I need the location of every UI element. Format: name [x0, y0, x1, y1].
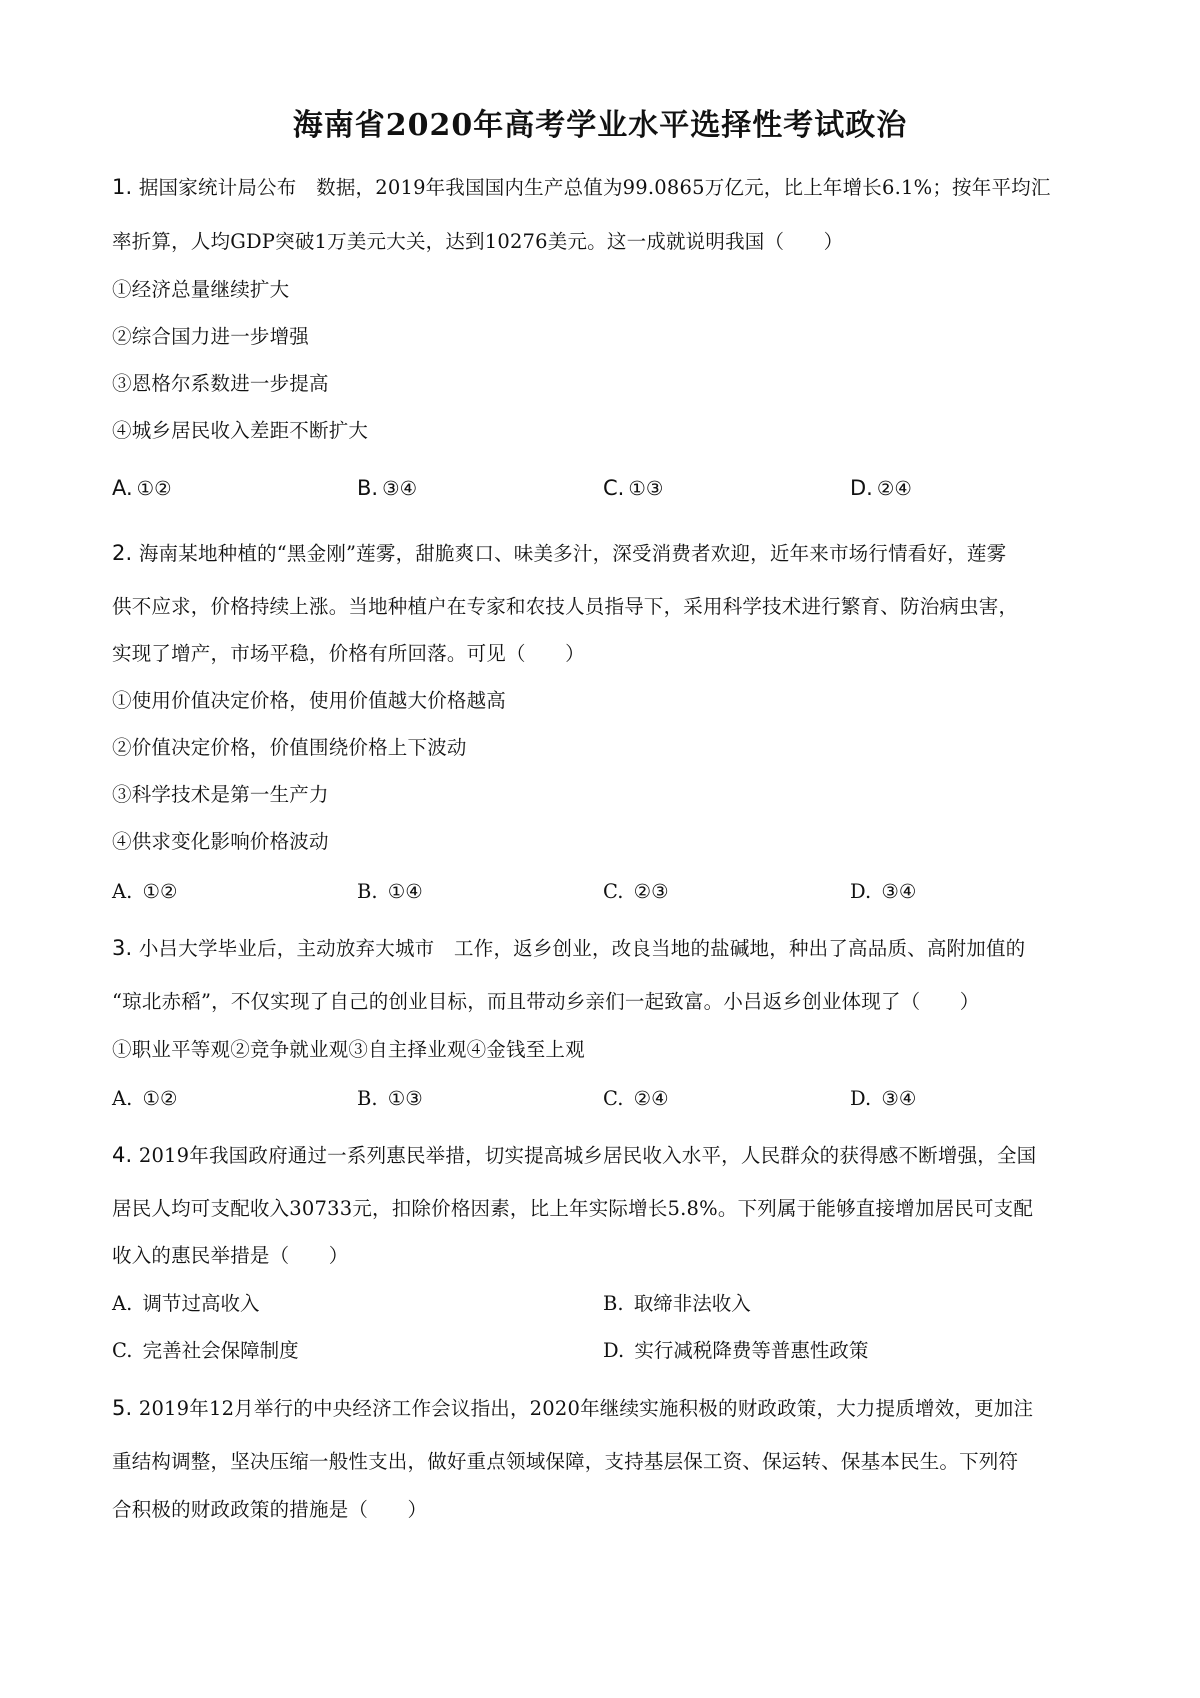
q2-number: 2.: [112, 541, 133, 565]
q5-stem-line-2: 重结构调整，坚决压缩一般性支出，做好重点领域保障，支持基层保工资、保运转、保基本民生。下列符: [112, 1450, 1019, 1473]
q4-stem-line-3: 收入的惠民举措是（ ）: [112, 1244, 349, 1267]
q4-option-b: B. 取缔非法收入: [603, 1292, 751, 1315]
q2-item-4: ④供求变化影响价格波动: [112, 830, 329, 853]
q1-option-c: C. ①③: [603, 476, 664, 500]
q3-option-a: A. ①②: [112, 1087, 178, 1110]
q1-option-b: B. ③④: [357, 476, 418, 500]
q3-line-1: [112, 935, 1025, 962]
q3-stem-line-2: “琼北赤稻”，不仅实现了自己的创业目标，而且带动乡亲们一起致富。小吕返乡创业体现了（ ）: [112, 990, 980, 1013]
q5-stem-line-1: 2019年12月举行的中央经济工作会议指出，2020年继续实施积极的财政政策，大力提质增效，更加注: [138, 1397, 1034, 1420]
q2-stem-line-3: 实现了增产，市场平稳，价格有所回落。可见（ ）: [112, 642, 585, 665]
q2-line-1: [112, 540, 1006, 567]
q2-option-a: A. ①②: [112, 880, 178, 903]
q1-stem-line-2: 率折算，人均GDP突破1万美元大关，达到10276美元。这一成就说明我国（ ）: [112, 230, 844, 253]
q4-stem-line-2: 居民人均可支配收入30733元，扣除价格因素，比上年实际增长5.8%。下列属于能够直接增加居民可支配: [112, 1197, 1034, 1220]
q2-option-c: C. ②③: [603, 880, 669, 903]
q1-line-1: [112, 174, 1051, 201]
q4-line-1: [112, 1142, 1036, 1169]
q3-option-d: D. ③④: [850, 1087, 917, 1110]
q4-number: 4.: [112, 1143, 133, 1167]
q4-option-c: C. 完善社会保障制度: [112, 1339, 299, 1362]
q2-item-2: ②价值决定价格，价值围绕价格上下波动: [112, 736, 467, 759]
q1-option-d: D. ②④: [850, 476, 912, 500]
q2-option-b: B. ①④: [357, 880, 423, 903]
q3-stem-line-1: 小吕大学毕业后，主动放弃大城市 工作，返乡创业，改良当地的盐碱地，种出了高品质、高附加值的: [138, 937, 1026, 960]
q1-stem-line-1: 据国家统计局公布 数据，2019年我国国内生产总值为99.0865万亿元，比上年增长6.1%；按年平均汇: [138, 176, 1051, 199]
q5-line-1: [112, 1395, 1033, 1422]
q2-stem-line-2: 供不应求，价格持续上涨。当地种植户在专家和农技人员指导下，采用科学技术进行繁育、防治病虫害，: [112, 595, 1019, 618]
q4-option-d: D. 实行减税降费等普惠性政策: [603, 1339, 869, 1362]
q5-number: 5.: [112, 1396, 133, 1420]
q1-item-4: ④城乡居民收入差距不断扩大: [112, 419, 369, 442]
q2-option-d: D. ③④: [850, 880, 917, 903]
q3-option-b: B. ①③: [357, 1087, 423, 1110]
q1-number: 1.: [112, 175, 133, 199]
q2-item-1: ①使用价值决定价格，使用价值越大价格越高: [112, 689, 507, 712]
q4-option-a: A. 调节过高收入: [112, 1292, 260, 1315]
q2-stem-line-1: 海南某地种植的“黑金刚”莲雾，甜脆爽口、味美多汁，深受消费者欢迎，近年来市场行情看好，莲雾: [138, 542, 1007, 565]
q1-item-1: ①经济总量继续扩大: [112, 278, 290, 301]
q1-item-3: ③恩格尔系数进一步提高: [112, 372, 329, 395]
q2-item-3: ③科学技术是第一生产力: [112, 783, 329, 806]
q1-item-2: ②综合国力进一步增强: [112, 325, 310, 348]
q4-stem-line-1: 2019年我国政府通过一系列惠民举措，切实提高城乡居民收入水平，人民群众的获得感不断增强，全国: [138, 1144, 1037, 1167]
q3-option-c: C. ②④: [603, 1087, 669, 1110]
q1-option-a: A. ①②: [112, 476, 172, 500]
q3-items: ①职业平等观②竞争就业观③自主择业观④金钱至上观: [112, 1038, 585, 1061]
q5-stem-line-3: 合积极的财政政策的措施是（ ）: [112, 1498, 428, 1521]
document-title: 海南省2020年高考学业水平选择性考试政治: [292, 108, 908, 143]
q3-number: 3.: [112, 936, 133, 960]
